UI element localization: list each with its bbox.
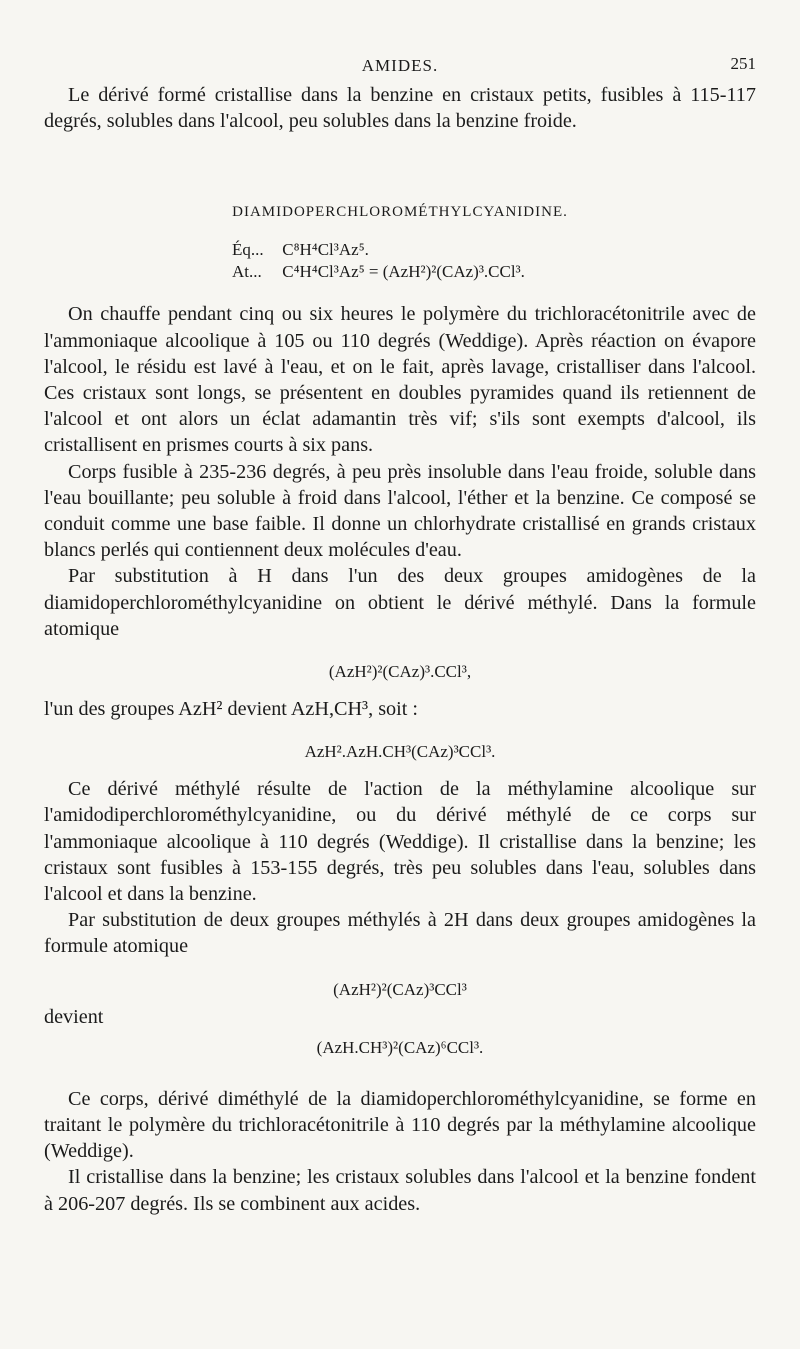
- at-label: At...: [232, 262, 262, 282]
- paragraph-methyl-derivative: Ce dérivé méthylé résulte de l'action de la méthylamine alcoolique sur l'amidodiperchlorométhylcyanidine, ou du dérivé méthylé de ce corps sur l'ammoniaque alcoolique à 110 degrés (Weddige). Il cristallise dans la benzine; les cristaux sont fusibles à 153-155 degrés, très peu solubles dans l'eau, solubles dans l'alcool et dans la benzine.: [44, 778, 756, 906]
- paragraph-properties: Corps fusible à 235-236 degrés, à peu près insoluble dans l'eau froide, soluble dans l'eau bouillante; peu soluble à froid dans l'alcool, l'éther et la benzine. Ce composé se conduit comme une base faible. Il donne un chlorhydrate cristallisé en grands cristaux blancs perlés qui contiennent deux molécules d'eau.: [44, 460, 756, 562]
- paragraph-group-change: l'un des groupes AzH² devient AzH,CH³, soit :: [44, 698, 419, 721]
- page-number: 251: [730, 54, 756, 73]
- paragraph-substitution: Par substitution à H dans l'un des deux groupes amidogènes de la diamidoperchlorométhylcyanidine on obtient le dérivé méthylé. Dans la formule atomique: [44, 565, 756, 640]
- formula-atomic: (AzH²)²(CAz)³.CCl³,: [328, 662, 472, 682]
- paragraph-dimethyl-substitution: Par substitution de deux groupes méthylés à 2H dans deux groupes amidogènes la formule atomique: [44, 909, 756, 958]
- page-header: [44, 52, 756, 82]
- eq-formula: C⁸H⁴Cl³Az⁵.: [282, 240, 369, 260]
- paragraph-preparation: On chauffe pendant cinq ou six heures le polymère du trichloracétonitrile avec de l'ammoniaque alcoolique à 105 ou 110 degrés (Weddige). Après réaction on évapore l'alcool, le résidu est lavé à l'eau, et on le fait, après lavage, cristalliser dans l'alcool. Ces cristaux sont longs, se présentent en doubles pyramides quand ils retiennent de l'alcool et ont alors un éclat adamantin très vif; s'ils sont exempts d'alcool, ils cristallisent en prismes courts à six pans.: [44, 303, 756, 457]
- eq-label: Éq...: [232, 240, 264, 260]
- running-head: AMIDES.: [361, 56, 439, 75]
- paragraph-devient: devient: [44, 1005, 104, 1028]
- at-formula: C⁴H⁴Cl³Az⁵ = (AzH²)²(CAz)³.CCl³.: [282, 262, 525, 282]
- equivalent-formula-line: [232, 239, 756, 261]
- formula-block: [232, 239, 756, 283]
- intro-paragraph: Le dérivé formé cristallise dans la benzine en cristaux petits, fusibles à 115-117 degrés, solubles dans l'alcool, peu solubles dans la benzine froide.: [44, 84, 756, 133]
- book-page: [44, 52, 756, 1217]
- paragraph-dimethyl-body: Ce corps, dérivé diméthylé de la diamidoperchlorométhylcyanidine, se forme en traitant le polymère du trichloracétonitrile à 110 degrés par la méthylamine alcoolique (Weddige).: [44, 1087, 756, 1163]
- formula-start: (AzH²)²(CAz)³CCl³: [333, 979, 467, 999]
- formula-dimethyl: (AzH.CH³)²(CAz)⁶CCl³.: [316, 1037, 484, 1057]
- formula-methylated: AzH².AzH.CH³(CAz)³CCl³.: [304, 742, 496, 762]
- section-title: DIAMIDOPERCHLOROMÉTHYLCYANIDINE.: [232, 204, 568, 221]
- paragraph-conclusion: Il cristallise dans la benzine; les cristaux solubles dans l'alcool et la benzine fondent à 206-207 degrés. Ils se combinent aux acides.: [44, 1166, 756, 1215]
- atomic-formula-line: [232, 261, 756, 283]
